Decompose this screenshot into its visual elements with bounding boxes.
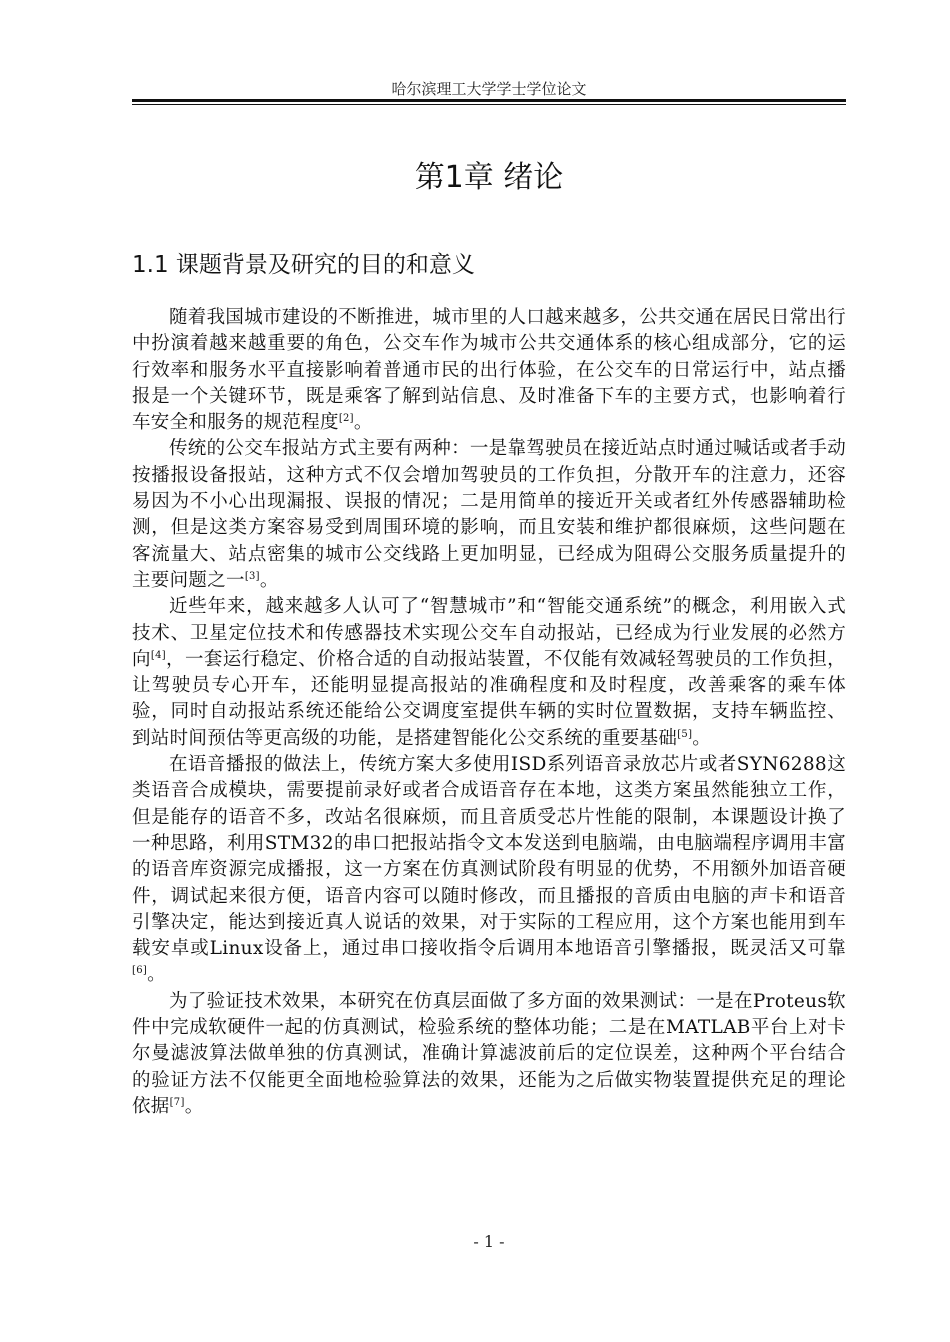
paragraph-1: 随着我国城市建设的不断推进，城市里的人口越来越多，公共交通在居民日常出行中扮演着越来越重要的角色，公交车作为城市公共交通体系的核心组成部分，它的运行效率和服务水平直接影响着普通市民的出行体验，在公交车的日常运行中，站点播报是一个关键环节，既是乘客了解到站信息、及时准备下车的主要方式，也影响着行车安全和服务的规范程度[2]。 — [132, 307, 846, 434]
section-title: 1.1 课题背景及研究的目的和意义 — [132, 252, 475, 278]
running-header: 哈尔滨理工大学学士学位论文 — [391, 80, 587, 98]
citation-5: [5] — [677, 728, 693, 740]
paragraph-2: 传统的公交车报站方式主要有两种：一是靠驾驶员在接近站点时通过喊话或者手动按播报设备报站，这种方式不仅会增加驾驶员的工作负担，分散开车的注意力，还容易因为不小心出现漏报、误报的情况；二是用简单的接近开关或者红外传感器辅助检测，但是这类方案容易受到周围环境的影响，而且安装和维护都很麻烦，这些问题在客流量大、站点密集的城市公交线路上更加明显，已经成为阻碍公交服务质量提升的主要问题之一[3]。 — [132, 438, 846, 591]
citation-6: [6] — [132, 965, 148, 977]
citation-3: [3] — [244, 570, 260, 582]
header-rule — [132, 99, 846, 105]
chapter-title: 第1章 绪论 — [414, 160, 564, 195]
paragraph-5: 为了验证技术效果，本研究在仿真层面做了多方面的效果测试：一是在Proteus软件中完成软硬件一起的仿真测试，检验系统的整体功能；二是在MATLAB平台上对卡尔曼滤波算法做单独的仿真测试，准确计算滤波前后的定位误差，这种两个平台结合的验证方法不仅能更全面地检验算法的效果，还能为之后做实物装置提供充足的理论依据[7]。 — [132, 990, 846, 1117]
page-number: - 1 - — [473, 1232, 505, 1251]
body-text — [132, 305, 846, 1120]
citation-2: [2] — [338, 413, 354, 425]
paragraph-4: 在语音播报的做法上，传统方案大多使用ISD系列语音录放芯片或者SYN6288这类语音合成模块，需要提前录好或者合成语音存在本地，这类方案虽然能独立工作，但是能存的语音不多，改站名很麻烦，而且音质受芯片性能的限制，本课题设计换了一种思路，利用STM32的串口把报站指令文本发送到电脑端，由电脑端程序调用丰富的语音库资源完成播报，这一方案在仿真测试阶段有明显的优势，不用额外加语音硬件，调试起来很方便，语音内容可以随时修改，而且播报的音质由电脑的声卡和语音引擎决定，能达到接近真人说话的效果，对于实际的工程应用，这个方案也能用到车载安卓或Linux设备上，通过串口接收指令后调用本地语音引擎播报，既灵活又可靠[6]。 — [132, 754, 846, 986]
paragraph-3: 近些年来，越来越多人认可了“智慧城市”和“智能交通系统”的概念，利用嵌入式技术、卫星定位技术和传感器技术实现公交车自动报站，已经成为行业发展的必然方向[4]，一套运行稳定、价格合适的自动报站装置，不仅能有效减轻驾驶员的工作负担，让驾驶员专心开车，还能明显提高报站的准确程度和及时程度，改善乘客的乘车体验，同时自动报站系统还能给公交调度室提供车辆的实时位置数据，支持车辆监控、到站时间预估等更高级的功能，是搭建智能化公交系统的重要基础[5]。 — [132, 596, 846, 749]
citation-7: [7] — [169, 1096, 185, 1108]
citation-4: [4] — [150, 649, 166, 661]
